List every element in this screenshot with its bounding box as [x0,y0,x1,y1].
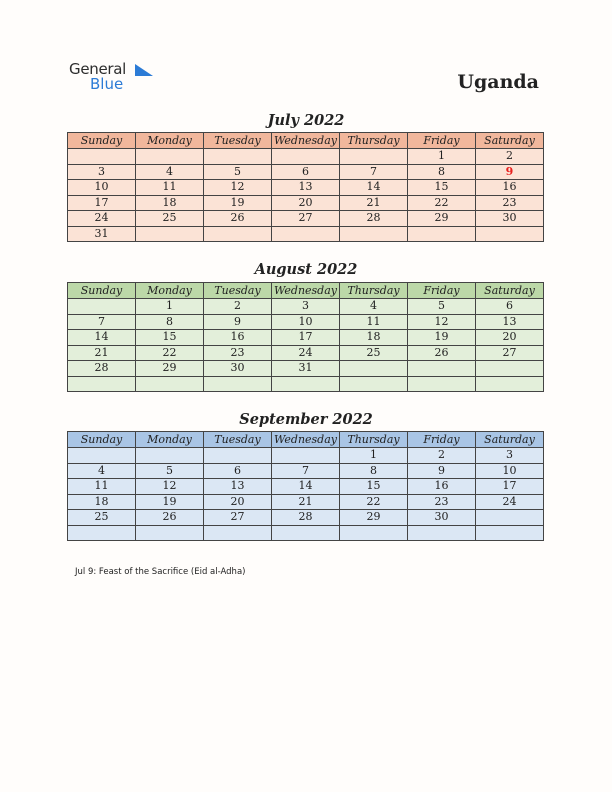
day-cell: 8 [408,164,476,180]
day-cell: 27 [272,211,340,227]
day-cell [408,525,476,541]
holiday-note: Jul 9: Feast of the Sacrifice (Eid al-Adha) [75,567,246,577]
day-cell: 16 [204,330,272,346]
weekday-header: Thursday [340,283,408,299]
day-cell [68,376,136,392]
day-cell: 26 [408,345,476,361]
day-cell [204,448,272,464]
day-cell: 12 [204,180,272,196]
day-cell: 28 [272,510,340,526]
day-cell: 3 [272,299,340,315]
weekday-header: Saturday [476,133,544,149]
day-cell: 8 [136,314,204,330]
week-row [68,463,544,479]
day-cell: 29 [340,510,408,526]
day-cell [68,149,136,165]
day-cell: 25 [68,510,136,526]
day-cell: 9 [204,314,272,330]
day-cell: 15 [408,180,476,196]
day-cell: 20 [272,195,340,211]
day-cell [204,376,272,392]
weekday-header: Sunday [68,283,136,299]
day-cell: 30 [476,211,544,227]
day-cell: 31 [68,226,136,242]
day-cell: 21 [68,345,136,361]
day-cell: 29 [136,361,204,377]
day-cell: 8 [340,463,408,479]
day-cell [476,525,544,541]
weekday-header: Friday [408,432,476,448]
day-cell: 19 [204,195,272,211]
day-cell: 18 [68,494,136,510]
day-cell [340,226,408,242]
day-cell: 22 [408,195,476,211]
day-cell: 12 [136,479,204,495]
day-cell [272,149,340,165]
calendar-september [67,431,544,541]
day-cell: 20 [476,330,544,346]
day-cell: 20 [204,494,272,510]
day-cell: 28 [68,361,136,377]
day-cell [340,376,408,392]
week-row [68,376,544,392]
day-cell [272,226,340,242]
day-cell: 14 [340,180,408,196]
day-cell: 14 [68,330,136,346]
day-cell [476,510,544,526]
weekday-header-row [68,133,544,149]
day-cell: 31 [272,361,340,377]
country-title: Uganda [457,71,539,93]
day-cell [340,525,408,541]
weekday-header: Wednesday [272,432,340,448]
day-cell: 1 [408,149,476,165]
day-cell [340,361,408,377]
logo-triangle-icon [135,64,153,76]
day-cell: 11 [136,180,204,196]
day-cell: 13 [476,314,544,330]
day-cell: 9 [408,463,476,479]
day-cell: 7 [272,463,340,479]
day-cell [408,226,476,242]
week-row [68,330,544,346]
weekday-header: Sunday [68,133,136,149]
week-row [68,494,544,510]
day-cell: 17 [476,479,544,495]
day-cell: 4 [136,164,204,180]
day-cell: 12 [408,314,476,330]
day-cell: 24 [68,211,136,227]
week-row [68,479,544,495]
day-cell: 22 [136,345,204,361]
day-cell: 4 [340,299,408,315]
day-cell: 30 [408,510,476,526]
day-cell: 25 [340,345,408,361]
day-cell: 10 [272,314,340,330]
day-cell: 10 [476,463,544,479]
weekday-header: Thursday [340,133,408,149]
weekday-header-row [68,432,544,448]
day-cell [136,448,204,464]
week-row [68,180,544,196]
weekday-header: Wednesday [272,283,340,299]
day-cell: 23 [204,345,272,361]
week-row [68,314,544,330]
week-row [68,226,544,242]
calendar-july [67,132,544,242]
day-cell [136,149,204,165]
logo-text-general: General [69,60,127,78]
day-cell: 24 [272,345,340,361]
day-cell: 2 [204,299,272,315]
week-row [68,448,544,464]
week-row [68,345,544,361]
day-cell: 19 [136,494,204,510]
day-cell: 5 [408,299,476,315]
weekday-header: Tuesday [204,133,272,149]
day-cell: 26 [136,510,204,526]
day-cell: 18 [340,330,408,346]
day-cell: 28 [340,211,408,227]
day-cell: 15 [340,479,408,495]
weekday-header: Monday [136,283,204,299]
day-cell [476,376,544,392]
day-cell: 6 [204,463,272,479]
weekday-header: Sunday [68,432,136,448]
day-cell [136,376,204,392]
day-cell: 30 [204,361,272,377]
day-cell: 14 [272,479,340,495]
day-cell [408,361,476,377]
day-cell: 5 [204,164,272,180]
week-row [68,164,544,180]
day-cell: 6 [476,299,544,315]
weekday-header: Monday [136,133,204,149]
day-cell [136,226,204,242]
day-cell: 17 [68,195,136,211]
weekday-header: Friday [408,133,476,149]
day-cell [204,525,272,541]
day-cell: 7 [340,164,408,180]
month-title-july: July 2022 [267,112,345,129]
day-cell: 1 [136,299,204,315]
day-cell: 23 [476,195,544,211]
weekday-header: Thursday [340,432,408,448]
day-cell: 29 [408,211,476,227]
month-title-september: September 2022 [239,411,373,428]
day-cell: 16 [476,180,544,196]
calendar-august [67,282,544,392]
week-row [68,510,544,526]
day-cell [68,525,136,541]
day-cell: 22 [340,494,408,510]
day-cell: 2 [408,448,476,464]
day-cell [408,376,476,392]
day-cell [340,149,408,165]
day-cell: 16 [408,479,476,495]
week-row [68,195,544,211]
day-cell: 6 [272,164,340,180]
day-cell [68,448,136,464]
day-cell [136,525,204,541]
week-row [68,525,544,541]
day-cell: 27 [204,510,272,526]
week-row [68,299,544,315]
day-cell [476,226,544,242]
day-cell: 2 [476,149,544,165]
day-cell: 15 [136,330,204,346]
day-cell: 10 [68,180,136,196]
day-cell: 18 [136,195,204,211]
day-cell [272,376,340,392]
weekday-header-row [68,283,544,299]
weekday-header: Tuesday [204,432,272,448]
day-cell: 25 [136,211,204,227]
day-cell [272,525,340,541]
day-cell: 11 [68,479,136,495]
day-cell [272,448,340,464]
weekday-header: Tuesday [204,283,272,299]
day-cell [476,361,544,377]
day-cell [204,149,272,165]
day-cell: 3 [68,164,136,180]
day-cell: 24 [476,494,544,510]
weekday-header: Friday [408,283,476,299]
weekday-header: Saturday [476,283,544,299]
day-cell: 23 [408,494,476,510]
logo-text-blue: Blue [90,75,124,93]
day-cell: 19 [408,330,476,346]
week-row [68,211,544,227]
holiday-day-cell: 9 [476,164,544,180]
brand-logo [69,61,126,91]
day-cell: 26 [204,211,272,227]
day-cell: 27 [476,345,544,361]
day-cell: 3 [476,448,544,464]
day-cell: 13 [272,180,340,196]
day-cell: 1 [340,448,408,464]
day-cell: 7 [68,314,136,330]
day-cell [204,226,272,242]
day-cell: 11 [340,314,408,330]
week-row [68,149,544,165]
weekday-header: Wednesday [272,133,340,149]
week-row [68,361,544,377]
day-cell: 5 [136,463,204,479]
day-cell: 21 [340,195,408,211]
weekday-header: Monday [136,432,204,448]
day-cell: 13 [204,479,272,495]
day-cell: 17 [272,330,340,346]
day-cell: 4 [68,463,136,479]
month-title-august: August 2022 [254,261,358,278]
day-cell [68,299,136,315]
weekday-header: Saturday [476,432,544,448]
day-cell: 21 [272,494,340,510]
